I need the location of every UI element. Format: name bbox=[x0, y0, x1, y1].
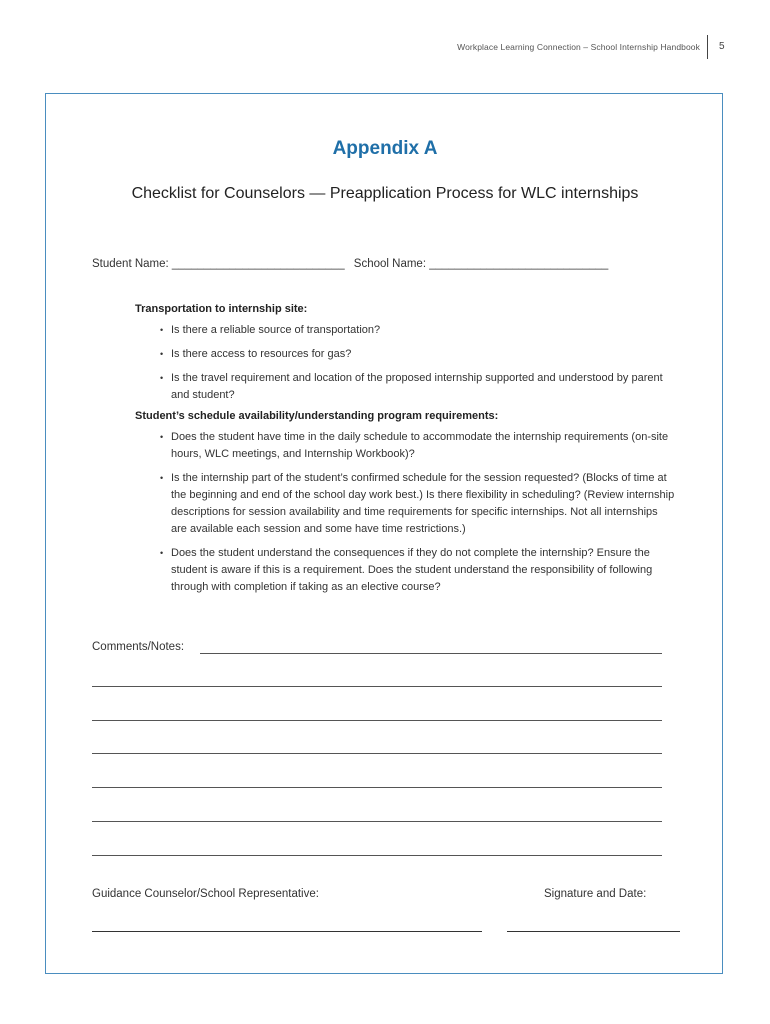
header-divider bbox=[707, 35, 708, 59]
checklist-title: Checklist for Counselors — Preapplication Process for WLC internships bbox=[131, 185, 639, 202]
list-item: • Is the travel requirement and location of the proposed internship supported and understood by parent and student? bbox=[135, 370, 675, 404]
section-heading: Student’s schedule availability/understanding program requirements: bbox=[135, 410, 499, 422]
list-item: • Is the internship part of the student’s confirmed schedule for the session requested? (Blocks of time at the beginning and end of the school day work best.) Is there flexibility in scheduling? (Review internship descriptions for session availability and time requirements for specific internships. Not all internships are available each session and some have time restrictions.) bbox=[135, 470, 675, 538]
signer-label: Guidance Counselor/School Representative: bbox=[92, 888, 319, 900]
comments-line-first[interactable] bbox=[200, 653, 662, 654]
comments-line[interactable] bbox=[92, 821, 662, 822]
student-name-field[interactable]: Student Name: ___________________________ bbox=[92, 258, 345, 270]
list-item: • Is there access to resources for gas? bbox=[135, 346, 675, 363]
signature-date-line[interactable] bbox=[507, 931, 680, 932]
comments-line[interactable] bbox=[92, 855, 662, 856]
signer-line[interactable] bbox=[92, 931, 482, 932]
bullet-list bbox=[135, 429, 675, 596]
comments-line[interactable] bbox=[92, 720, 662, 721]
signature-date-label: Signature and Date: bbox=[544, 888, 647, 900]
comments-line[interactable] bbox=[92, 686, 662, 687]
running-head: Workplace Learning Connection – School Internship Handbook bbox=[457, 42, 700, 52]
comments-line[interactable] bbox=[92, 787, 662, 788]
list-item: • Is there a reliable source of transportation? bbox=[135, 322, 675, 339]
list-item: • Does the student have time in the daily schedule to accommodate the internship requirements (on-site hours, WLC meetings, and Internship Workbook)? bbox=[135, 429, 675, 463]
appendix-title: Appendix A bbox=[332, 138, 438, 159]
comments-line[interactable] bbox=[92, 753, 662, 754]
section-transportation bbox=[135, 303, 675, 404]
section-schedule bbox=[135, 410, 675, 596]
list-item: • Does the student understand the consequences if they do not complete the internship? Ensure the student is aware if this is a requirement. Does the student understand the responsibility of following through with completion if taking as an elective course? bbox=[135, 545, 675, 596]
name-fields-row bbox=[92, 258, 608, 270]
page-number: 5 bbox=[719, 41, 725, 52]
section-heading: Transportation to internship site: bbox=[135, 303, 308, 315]
school-name-field[interactable]: School Name: ____________________________ bbox=[353, 258, 609, 270]
comments-label: Comments/Notes: bbox=[92, 641, 185, 653]
bullet-list bbox=[135, 322, 675, 404]
